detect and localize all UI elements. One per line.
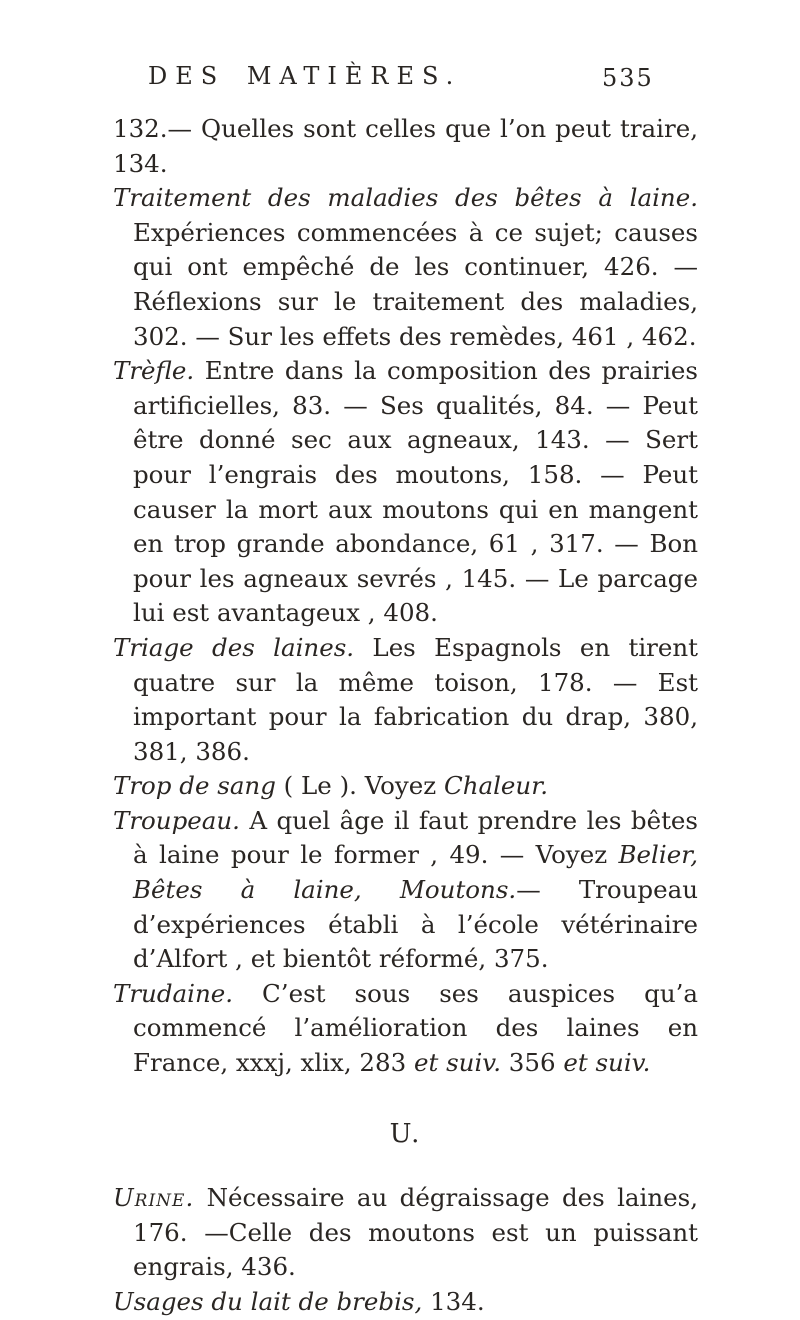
entry-term: Urine. — [113, 1183, 195, 1213]
entry-term: Triage des laines. — [113, 632, 355, 662]
running-title: DES MATIÈRES. — [148, 62, 462, 90]
entry-text-tail: — Troupeau d’expériences établi à l’école vétérinaire d’Alfort , et bientôt réformé, 375. — [133, 875, 698, 974]
index-entry — [113, 112, 698, 181]
index-entry — [113, 1181, 698, 1285]
entry-text: Nécessaire au dégraissage des laines, 176. —Celle des moutons est un puissant engrais, 436. — [133, 1183, 698, 1282]
section-letter: U. — [389, 1118, 422, 1149]
entry-text: A quel âge il faut prendre les bêtes à laine pour le former , 49. — Voyez — [133, 805, 698, 870]
entry-term: Trop de sang — [113, 771, 276, 801]
index-entry — [113, 631, 698, 769]
index-entry — [113, 769, 698, 804]
entry-reference: Chaleur. — [443, 771, 549, 801]
entry-text: 132.— Quelles sont celles que l’on peut traire, 134. — [113, 114, 698, 178]
entry-text-mid: 356 — [501, 1048, 564, 1078]
entry-text: C’est sous ses auspices qu’a commencé l’amélioration des laines en France, xxxj, xlix, 283 — [133, 978, 698, 1078]
entry-text: Expériences commencées à ce sujet; causes qui ont empêché de les continuer, 426. — Réflexions sur le traitement des maladies, 302. — Sur les effets des remèdes, 461 , 462. — [133, 217, 698, 351]
page-number: 535 — [602, 64, 654, 92]
index-entry — [113, 354, 698, 631]
entry-term: Usages du lait de brebis, — [113, 1287, 423, 1316]
index-entry — [113, 1285, 698, 1320]
entry-reference: Belier, Bêtes à laine, Moutons. — [133, 840, 698, 905]
entry-text: 134. — [422, 1287, 485, 1316]
entry-term: Traitement des maladies des bêtes à laine. — [113, 183, 698, 213]
entry-text: Entre dans la composition des prairies artificielles, 83. — Ses qualités, 84. — Peut être donné sec aux agneaux, 143. — Sert pour l’engrais des moutons, 158. — Peut causer la mort aux moutons qui en mangent en trop grande abondance, 61 , 317. — Bon pour les agneaux sevrés , 145. — Le parcage lui est avantageux , 408. — [133, 356, 698, 628]
entry-term: Trudaine. — [113, 978, 234, 1008]
entry-text: ( Le ). Voyez — [275, 771, 444, 801]
entry-text: Les Espagnols en tirent quatre sur la même toison, 178. — Est important pour la fabrication du drap, 380, 381, 386. — [133, 632, 698, 766]
entry-suiv: et suiv. — [563, 1048, 651, 1078]
index-entry — [113, 804, 698, 977]
entry-term: Troupeau. — [113, 805, 240, 835]
index-entry — [113, 181, 698, 354]
entry-suiv: et suiv. — [413, 1048, 501, 1078]
index-entry — [113, 977, 698, 1081]
index-content — [113, 112, 698, 1320]
entry-term: Trèfle. — [113, 356, 195, 386]
running-head — [0, 62, 800, 102]
